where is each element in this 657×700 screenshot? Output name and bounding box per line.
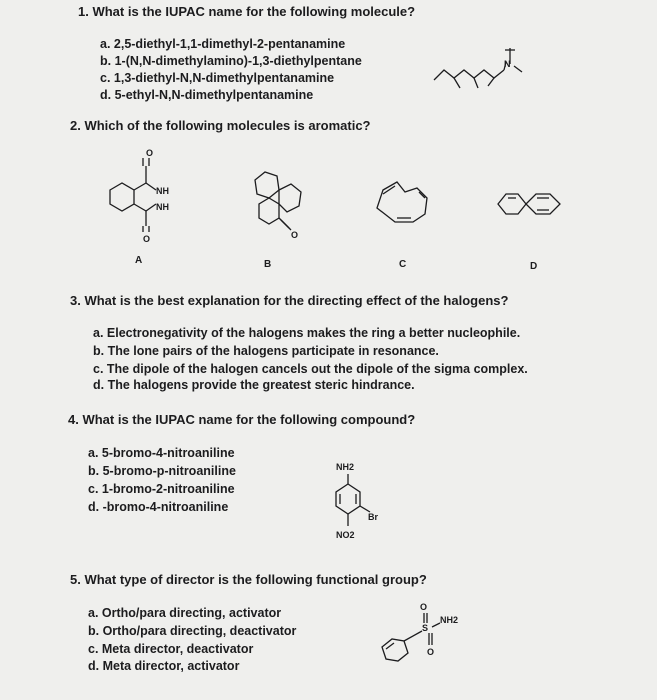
q1-option-c: c. 1,3-diethyl-N,N-dimethylpentanamine — [100, 71, 335, 85]
q4-nh2-label: NH2 — [336, 462, 355, 472]
q4-compound-structure — [318, 452, 388, 547]
q4-option-b: b. 5-bromo-p-nitroaniline — [88, 464, 236, 478]
q1-amine-structure — [430, 40, 530, 90]
q4-option-a: a. 5-bromo-4-nitroaniline — [88, 446, 235, 460]
molecule-a-nh-bottom: NH — [156, 202, 169, 212]
molecule-a-nh-top: NH — [156, 186, 169, 196]
molecule-a-oxygen-bottom: O — [143, 234, 151, 244]
q1-option-d: d. 5-ethyl-N,N-dimethylpentanamine — [100, 88, 314, 102]
q3-option-d: d. The halogens provide the greatest steric hindrance. — [93, 378, 415, 392]
q5-sulfur-label: S — [422, 623, 429, 633]
q5-oxygen-bottom: O — [427, 647, 435, 657]
q3-option-c: c. The dipole of the halogen cancels out the dipole of the sigma complex. — [93, 362, 528, 376]
q5-option-d: d. Meta director, activator — [88, 659, 240, 673]
q1-option-b: b. 1-(N,N-dimethylamino)-1,3-diethylpentane — [100, 54, 362, 68]
q5-option-b: b. Ortho/para directing, deactivator — [88, 624, 297, 638]
q5-option-c: c. Meta director, deactivator — [88, 642, 254, 656]
question-4: 4. What is the IUPAC name for the following compound? — [68, 412, 416, 427]
q1-option-a: a. 2,5-diethyl-1,1-dimethyl-2-pentanamine — [100, 37, 346, 51]
molecule-c-label: C — [399, 259, 407, 270]
question-1: 1. What is the IUPAC name for the following molecule? — [78, 4, 416, 19]
molecule-b — [245, 160, 325, 240]
molecule-a-oxygen-top: O — [146, 148, 154, 158]
molecule-b-oxygen: O — [291, 230, 299, 240]
q4-br-label: Br — [368, 512, 379, 522]
molecule-d — [492, 186, 572, 226]
q5-oxygen-top: O — [420, 602, 428, 612]
molecule-d-label: D — [530, 261, 538, 272]
q5-nh2-label: NH2 — [440, 615, 459, 625]
q3-option-b: b. The lone pairs of the halogens participate in resonance. — [93, 344, 439, 358]
q5-option-a: a. Ortho/para directing, activator — [88, 606, 282, 620]
molecule-c — [365, 168, 445, 238]
molecule-a-label: A — [135, 255, 143, 266]
question-5: 5. What type of director is the following functional group? — [70, 572, 427, 587]
q4-option-c: c. 1-bromo-2-nitroaniline — [88, 482, 235, 496]
q3-option-a: a. Electronegativity of the halogens makes the ring a better nucleophile. — [93, 326, 521, 340]
molecule-b-label: B — [264, 259, 272, 270]
q5-sulfonamide-structure — [374, 602, 484, 675]
question-3: 3. What is the best explanation for the directing effect of the halogens? — [70, 293, 509, 308]
q1-nitrogen-label: N — [504, 59, 511, 69]
molecule-a — [98, 148, 188, 244]
q4-no2-label: NO2 — [336, 530, 355, 540]
q4-option-d: d. -bromo-4-nitroaniline — [88, 500, 229, 514]
question-2: 2. Which of the following molecules is aromatic? — [70, 118, 371, 133]
